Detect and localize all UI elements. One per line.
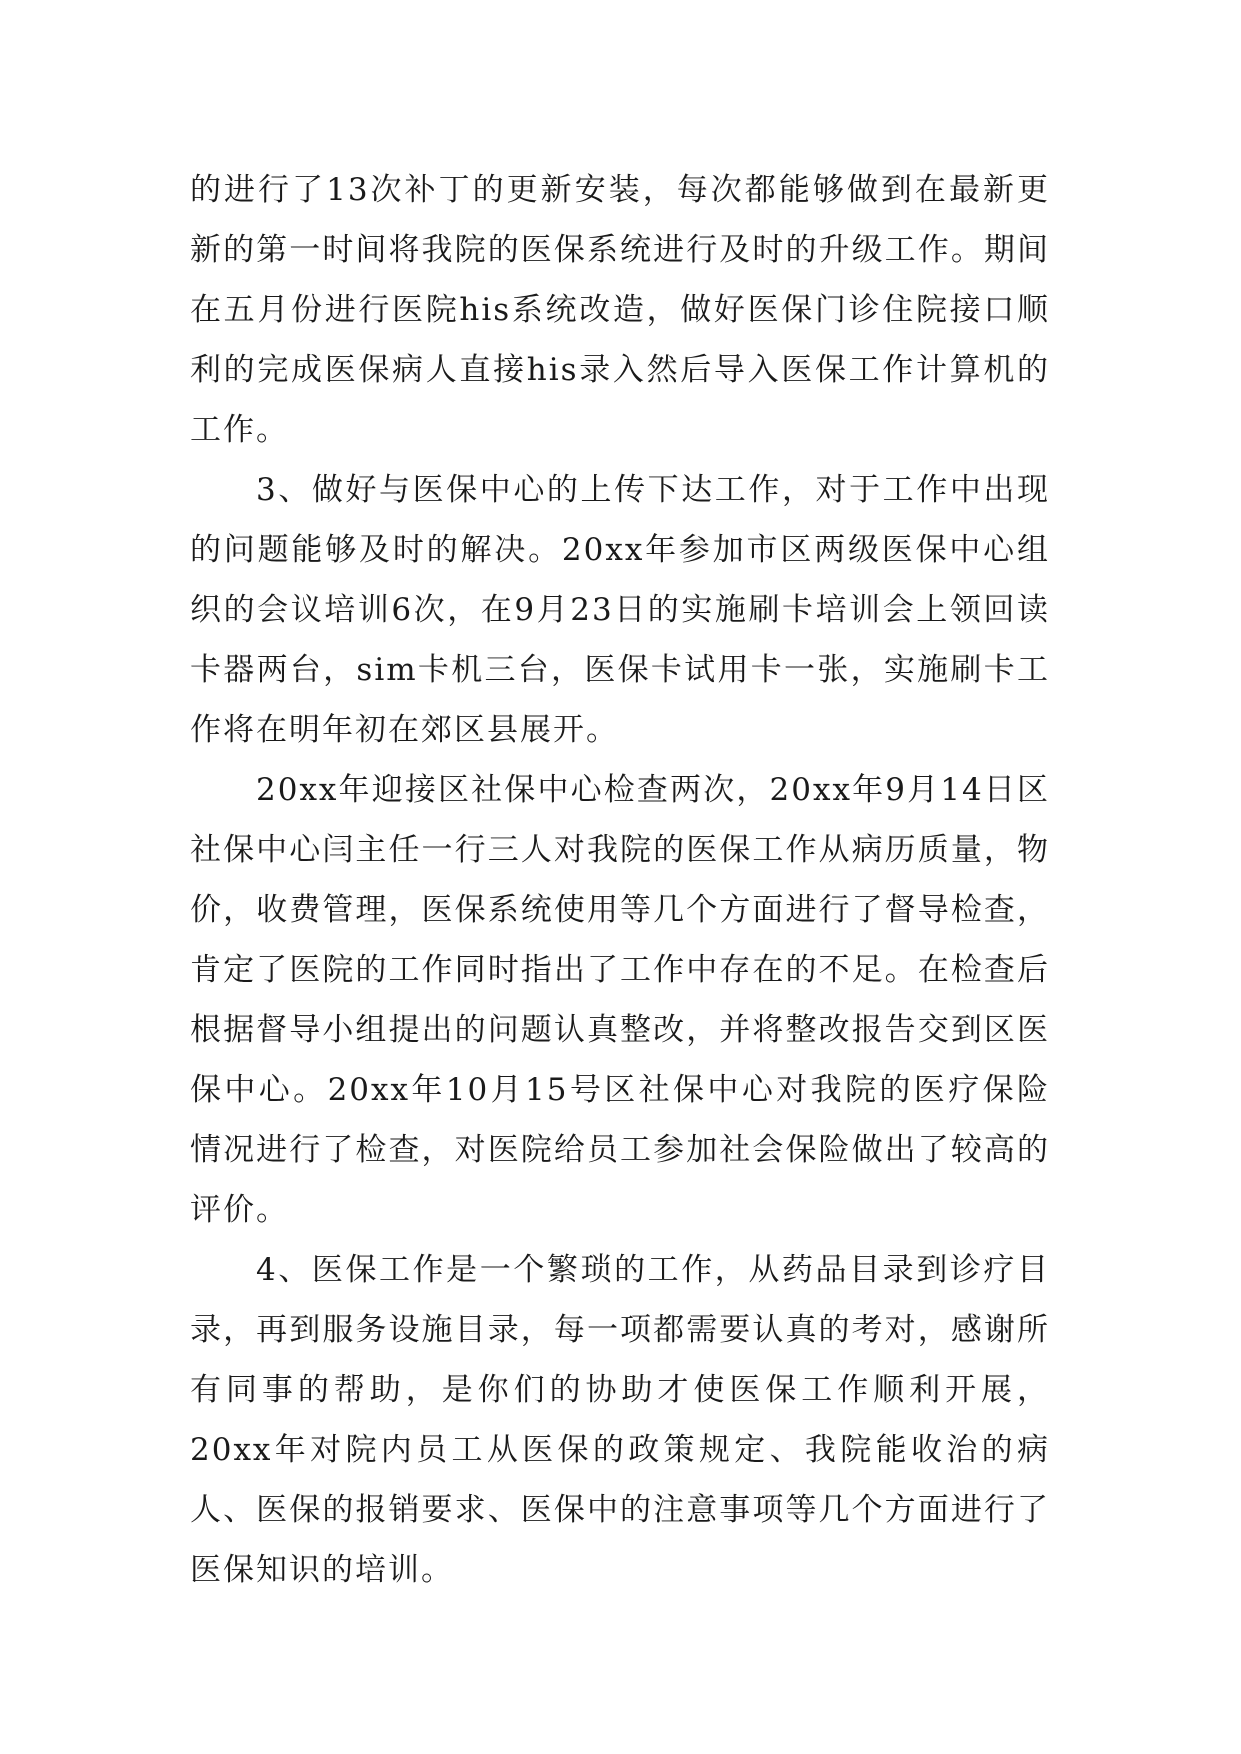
paragraph-inspection: 20xx年迎接区社保中心检查两次，20xx年9月14日区社保中心闫主任一行三人对我院的医保工作从病历质量，物价，收费管理，医保系统使用等几个方面进行了督导检查，肯定了医院的工作同时指出了工作中存在的不足。在检查后根据督导小组提出的问题认真整改，并将整改报告交到区医保中心。20xx年10月15号区社保中心对我院的医疗保险情况进行了检查，对医院给员工参加社会保险做出了较高的评价。 (190, 772, 1050, 1228)
paragraph-continuation: 的进行了13次补丁的更新安装，每次都能够做到在最新更新的第一时间将我院的医保系统进行及时的升级工作。期间在五月份进行医院his系统改造，做好医保门诊住院接口顺利的完成医保病人直接his录入然后导入医保工作计算机的工作。 (190, 172, 1050, 448)
paragraph-item-4: 4、医保工作是一个繁琐的工作，从药品目录到诊疗目录，再到服务设施目录，每一项都需要认真的考对，感谢所有同事的帮助，是你们的协助才使医保工作顺利开展，20xx年对院内员工从医保的政策规定、我院能收治的病人、医保的报销要求、医保中的注意事项等几个方面进行了医保知识的培训。 (190, 1252, 1050, 1588)
document-body (190, 160, 1050, 1600)
paragraph-item-3: 3、做好与医保中心的上传下达工作，对于工作中出现的问题能够及时的解决。20xx年参加市区两级医保中心组织的会议培训6次，在9月23日的实施刷卡培训会上领回读卡器两台，sim卡机三台，医保卡试用卡一张，实施刷卡工作将在明年初在郊区县展开。 (190, 472, 1050, 748)
